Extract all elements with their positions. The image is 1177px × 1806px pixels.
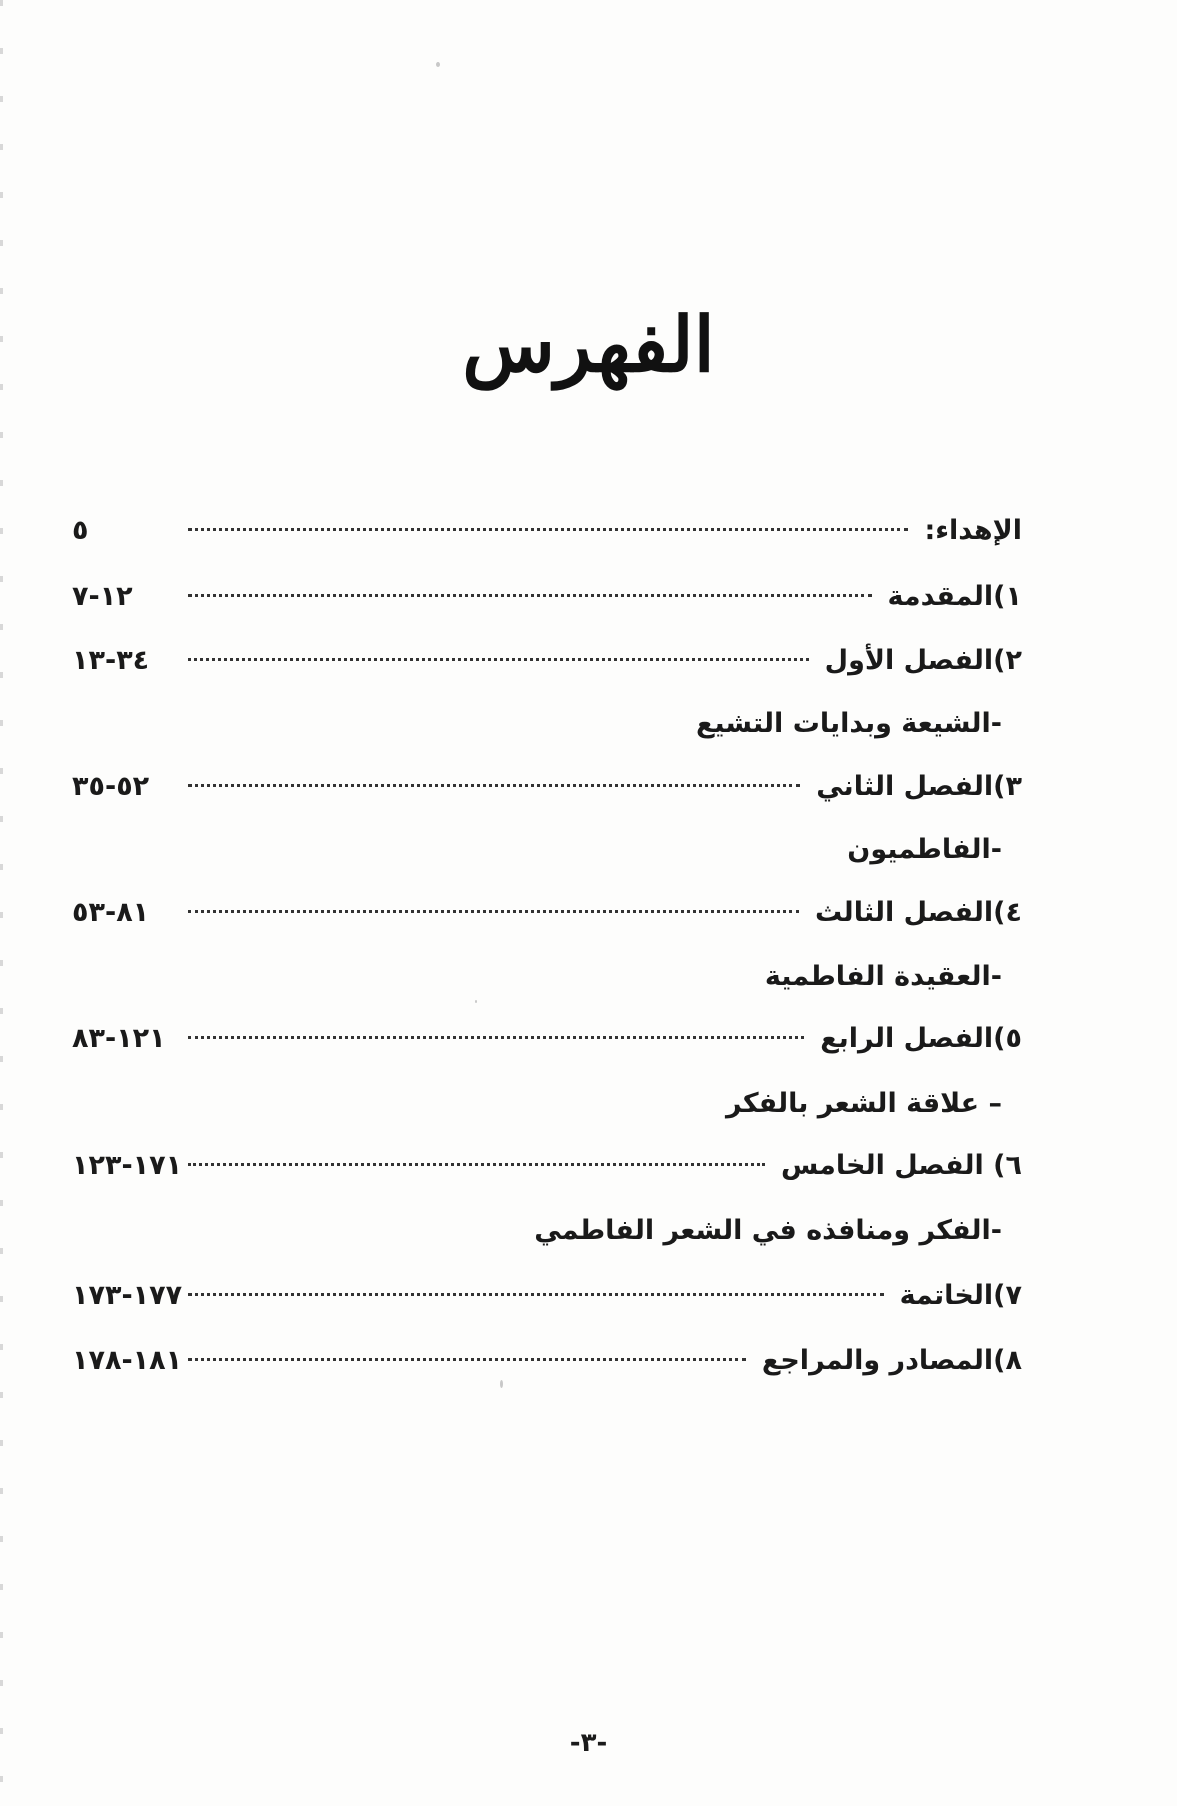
toc-subentry-chapter-5: -الفكر ومنافذه في الشعر الفاطمي xyxy=(534,1215,1002,1246)
dot-leader xyxy=(188,528,908,531)
toc-entry-label: ١)المقدمة xyxy=(887,581,1022,612)
toc-entry-label: الإهداء: xyxy=(924,515,1022,546)
toc-entry-label: ٨)المصادر والمراجع xyxy=(761,1345,1022,1376)
toc-subentry-chapter-4: – علاقة الشعر بالفكر xyxy=(726,1088,1002,1119)
page-edge-margin xyxy=(0,0,3,1806)
toc-entry-pages: ٣٤-١٣ xyxy=(72,645,150,676)
toc-entry-introduction xyxy=(72,581,1022,631)
toc-entry-conclusion xyxy=(72,1280,1022,1330)
toc-entry-references xyxy=(72,1345,1022,1395)
dot-leader xyxy=(188,784,800,787)
toc-subentry-chapter-3: -العقيدة الفاطمية xyxy=(764,961,1002,992)
dot-leader xyxy=(188,1036,804,1039)
toc-entry-pages: ١٢١-٨٣ xyxy=(72,1023,166,1054)
dot-leader xyxy=(188,1358,746,1361)
table-of-contents xyxy=(72,0,1022,1806)
toc-entry-label: ٢)الفصل الأول xyxy=(824,645,1022,676)
toc-entry-pages: ١٢-٧ xyxy=(72,581,133,612)
dot-leader xyxy=(188,1293,883,1296)
toc-subentry-chapter-1: -الشيعة وبدايات التشيع xyxy=(695,708,1002,739)
toc-entry-label: ٣)الفصل الثاني xyxy=(816,771,1022,802)
toc-entry-pages: ١٧١-١٢٣ xyxy=(72,1150,183,1181)
toc-entry-label: ٥)الفصل الرابع xyxy=(820,1023,1022,1054)
toc-entry-pages: ٥ xyxy=(72,515,89,546)
toc-entry-chapter-2 xyxy=(72,771,1022,821)
toc-entry-pages: ١٨١-١٧٨ xyxy=(72,1345,183,1376)
toc-entry-chapter-3 xyxy=(72,897,1022,947)
page-title: الفهرس xyxy=(462,300,715,389)
toc-entry-label: ٤)الفصل الثالث xyxy=(814,897,1022,928)
page-number: -٣- xyxy=(569,1728,608,1758)
toc-entry-pages: ١٧٧-١٧٣ xyxy=(72,1280,183,1311)
toc-entry-chapter-5 xyxy=(72,1150,1022,1200)
toc-entry-chapter-4 xyxy=(72,1023,1022,1073)
dot-leader xyxy=(188,658,809,661)
toc-entry-pages: ٨١-٥٣ xyxy=(72,897,150,928)
dot-leader xyxy=(188,1163,765,1166)
toc-entry-dedication xyxy=(72,515,1022,565)
toc-entry-pages: ٥٢-٣٥ xyxy=(72,771,150,802)
dot-leader xyxy=(188,910,799,913)
toc-subentry-chapter-2: -الفاطميون xyxy=(847,834,1002,865)
toc-entry-label: ٦) الفصل الخامس xyxy=(780,1150,1022,1181)
toc-entry-label: ٧)الخاتمة xyxy=(899,1280,1022,1311)
toc-entry-chapter-1 xyxy=(72,645,1022,695)
dot-leader xyxy=(188,594,872,597)
